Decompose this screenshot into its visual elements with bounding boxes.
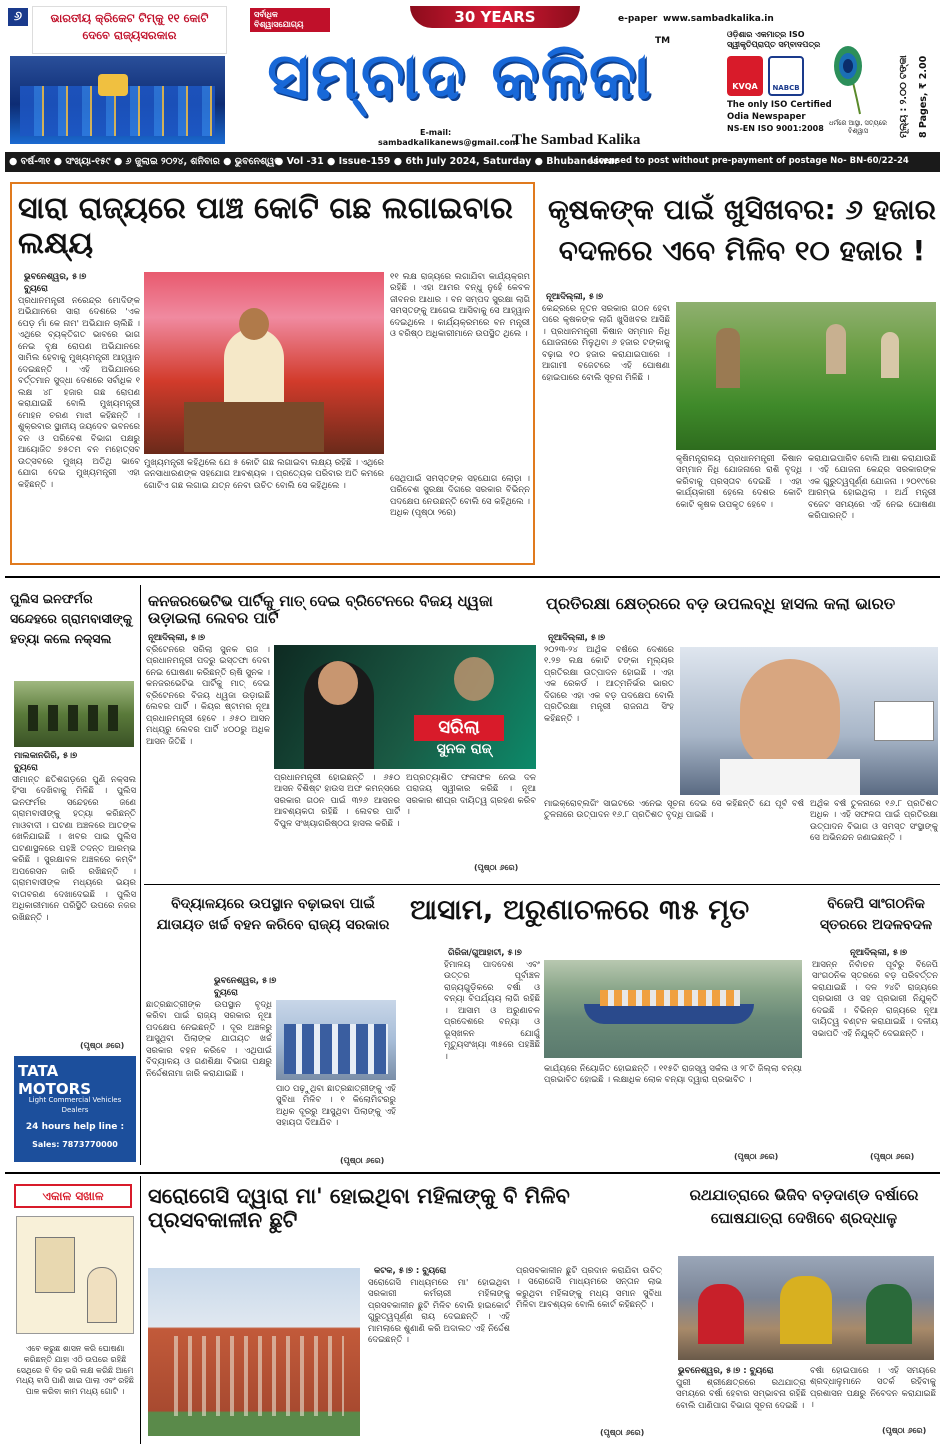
story-byline: ବ୍ୟୁରୋ [214, 988, 238, 998]
story-body: ବ୍ରିଟେନରେ ସରିଲା ସୁନକ ରାଜ । ପ୍ରଧାନମନ୍ତ୍ରୀ ପଦରୁ ଇସ୍ତଫା ଦେବା ନେଇ ଘୋଷଣା କରିଛନ୍ତି ଋଷି ସୁନକ । କନଜରଭେଟିଭ ପାର୍ଟିକୁ ମାତ୍ ଦେଇ ବ୍ରିଟେନରେ ବିଜୟ ଧ୍ୱଜା ଉଡ଼ାଇଛି ଲେବର ପାର୍ଟି । କିୟର ଷ୍ଟାମର ନୂଆ ପ୍ରଧାନମନ୍ତ୍ରୀ ହେବେ । ୬୫୦ ଆସନ ମଧ୍ୟରୁ ଲେବର ପାର୍ଟି ୪୦୦ରୁ ଅଧିକ ଆସନ ଜିତିଛି । [146, 645, 270, 747]
story-rathyatra [668, 1180, 940, 1442]
story-body-2: କାର୍ଯ୍ୟରେ ନିୟୋଜିତ ହୋଇଛନ୍ତି । ୧୧୫ଟି ରାଜସ୍ୱ ସର୍କଲ ଓ ୨୮ଟି ଜିଲ୍ଲା ବନ୍ୟା ପ୍ରଭାବିତ ହୋଇଛି । ଲକ୍ଷାଧିକ ଲୋକ ବନ୍ୟା ଦ୍ୱାରା ପ୍ରଭାବିତ । [544, 1064, 802, 1086]
section-divider [5, 1172, 940, 1174]
paddy-field-photo [676, 302, 936, 450]
story-body: ସୀମାନ୍ତ ଛତିଶଗଡ଼ରେ ପୁଣି ନକ୍ସଲ ହିଂସା ଦେଖିବାକୁ ମିଳିଛି । ପୁଲିସ ଇନଫର୍ମର ସନ୍ଦେହରେ ଜଣେ ଗ୍ରାମବାସୀଙ୍କୁ ହତ୍ୟା କରିଛନ୍ତି ମାଓବାଦୀ । ଘଟଣା ଅଞ୍ଚଳରେ ଆତଙ୍କ ଖେଳିଯାଇଛି । ଖବର ପାଇ ପୁଲିସ ଘଟଣାସ୍ଥଳରେ ପହଞ୍ଚି ତଦନ୍ତ ଆରମ୍ଭ କରିଛି । ସୁରକ୍ଷାବଳ ଅଞ୍ଚଳରେ କମ୍ବିଂ ଅପରେସନ ଜାରି ରଖିଛନ୍ତି । ଗ୍ରାମବାସୀଙ୍କ ମଧ୍ୟରେ ଭୟର ବାତାବରଣ ଦେଖାଦେଇଛି । ପୁଲିସ ଅଧିକାରୀମାନେ ପରିସ୍ଥିତି ଉପରେ ନଜର ରଖିଛନ୍ତି । [12, 775, 136, 923]
story-body-2: ପ୍ରସବକାଳୀନ ଛୁଟି ପ୍ରଦାନ କରାଯିବା ଉଚିତ୍ । ସରୋଗେସି ମାଧ୍ୟମରେ ସନ୍ତାନ ଲାଭ କରୁଥିବା ମହିଳାଙ୍କୁ ମଧ୍ୟ ସମାନ ସୁବିଧା ମିଳିବା ଆବଶ୍ୟକ ବୋଲି କୋର୍ଟ କହିଛନ୍ତି । [516, 1266, 662, 1311]
story-trees [10, 182, 535, 565]
cartoon-caption: ଏବେ କରୁଛ ଶାସନ କରି ଘୋଷଣା କରିଛନ୍ତି ଯାହା ଏଠି ଉପରେ ରହିଛି ସେଥିରେ ବି ଦିହ ଭରି ଲକ୍ଷ କରିଛି ଆମେ ମଧ୍ୟ ବାସି ପାଣି ଖାଇ ପାଲା ଏବଂ ରହିଛି ପାଳ କରିବା କାମ ମଧ୍ୟ ଗୋଟି । [16, 1344, 134, 1397]
story-headline: କୃଷକଙ୍କ ପାଇଁ ଖୁସିଖବର: ୬ ହଜାର ବଦଳରେ ଏବେ ମିଳିବ ୧୦ ହଜାର ! [547, 193, 937, 267]
continued-marker: (ପୃଷ୍ଠା ୬ରେ) [80, 1041, 125, 1050]
continued-marker: (ପୃଷ୍ଠା ୬ରେ) [882, 1426, 927, 1435]
price: ମୂଲ୍ୟ : ୨.୦୦ ଟଙ୍କା [898, 55, 909, 138]
story-headline: ବିଜେପି ସାଂଗଠନିକ ସ୍ତରରେ ଅଦଳବଦଳ [819, 896, 933, 933]
continued-marker: (ପୃଷ୍ଠା ୬ରେ) [600, 1428, 645, 1437]
section-divider [5, 576, 940, 578]
column-divider [140, 585, 141, 1165]
english-title: The Sambad Kalika [512, 132, 641, 148]
naxal-photo [14, 681, 134, 747]
story-police [10, 585, 138, 1055]
story-headline: ବିଦ୍ୟାଳୟରେ ଉପସ୍ଥାନ ବଢ଼ାଇବା ପାଇଁ ଯାତାୟତ ଖର୍ଚ୍ଚ ବହନ କରିବେ ରାଜ୍ୟ ସରକାର [156, 896, 390, 933]
tata-motors-ad [14, 1056, 136, 1162]
rajnath-photo [680, 647, 938, 795]
kvqa-logo: KVQA [727, 56, 763, 96]
story-body-2: କୃଷିମନ୍ତ୍ରାଳୟ ପ୍ରଧାନମନ୍ତ୍ରୀ କିଷାନ ସମ୍ମାନ ନିଧି ଯୋଜନାରେ ରାଶି ବୃଦ୍ଧି କରିବାକୁ ପ୍ରସ୍ତାବ ଦେଇଛି । ଏହା କାର୍ଯ୍ୟକାରୀ ହେଲେ ଦେଶର କୋଟି କୋଟି କୃଷକ ଉପକୃତ ହେବେ । [676, 454, 802, 510]
story-byline: ବ୍ୟୁରୋ [14, 763, 38, 773]
students-photo [276, 1000, 396, 1080]
email: sambadkalikanews@gmail.com [378, 138, 519, 147]
story-maternity [144, 1180, 664, 1442]
tata-line3: 24 hours help line : [25, 1122, 125, 1132]
story-body-3: ଅପ୍ରତ୍ୟାଶିତ ଫଳାଫଳ ନେଇ ଦଳ ପରାଜୟ ସ୍ୱୀକାର କରିଛି । ନୂଆ ସରକାର ଶୀଘ୍ର ଦାୟିତ୍ୱ ଗ୍ରହଣ କରିବ । [406, 773, 536, 818]
story-dateline: ଭୁବନେଶ୍ୱର, ୫।୭ : ବ୍ୟୁରୋ [678, 1366, 774, 1376]
iso-line3: NS-EN ISO 9001:2008 [727, 124, 824, 133]
cartoon-title: ଏକାଳ ସଖାଳ [14, 1184, 132, 1208]
continued-marker: (ପୃଷ୍ଠା ୬ରେ) [474, 863, 519, 872]
promo-headline: ଭାରତୀୟ କ୍ରିକେଟ ଟିମ୍‌କୁ ୧୧ କୋଟି ଦେବେ ରାଜ୍ୟସରକାର [32, 6, 227, 54]
continued-marker: (ପୃଷ୍ଠା ୬ରେ) [870, 1152, 915, 1161]
nabcb-logo: NABCB [768, 56, 804, 96]
story-dateline: ମାଲକାନଗିରି, ୫।୭ [14, 751, 78, 761]
cricket-team-photo [10, 56, 225, 144]
cm-speech-photo [144, 272, 384, 454]
story-dateline: ଭୁବନେଶ୍ୱର, ୫।୭ [214, 976, 277, 986]
story-byline: ବ୍ୟୁରୋ [24, 284, 48, 294]
story-body-2: ପ୍ରଧାନମନ୍ତ୍ରୀ ହୋଇଛନ୍ତି । ୬୫୦ ଆସନ ବିଶିଷ୍ଟ ହାଉସ ଅଫ କମନ୍ସରେ ସରକାର ଗଠନ ପାଇଁ ୩୨୬ ଆସନର ଆବଶ୍ୟକତା ରହିଛି । ଲେବର ପାର୍ଟି ବିପୁଳ ସଂଖ୍ୟାଗରିଷ୍ଠତା ହାସଲ କରିଛି । [274, 773, 400, 829]
page-count: 8 Pages, ₹ 2.00 [918, 55, 929, 138]
story-body: ପ୍ରଧାନମନ୍ତ୍ରୀ ନରେନ୍ଦ୍ର ମୋଦିଙ୍କ ଅଭିଯାନରେ ସାରା ଦେଶରେ 'ଏକ ପେଡ଼ ମାଁ କେ ନାମ' ଅଭିଯାନ ଚାଲିଛି । ଏଥିରେ ବ୍ୟକ୍ତିଗତ ଭାବରେ ଭାଗ ନେଇ ବୃକ୍ଷ ରୋପଣ ଅଭିଯାନରେ ସାମିଲ ହେବାକୁ ମୁଖ୍ୟମନ୍ତ୍ରୀ ଆହ୍ୱାନ ଦେଇଛନ୍ତି । ଏହି ଅଭିଯାନରେ ବର୍ତ୍ତମାନ ସୁଦ୍ଧା ଦେଶରେ ସର୍ବାଧିକ ୧ ଲକ୍ଷ ୪୮ ହଜାର ଗଛ ରୋପଣ କରାଯାଇଛି ବୋଲି ମୁଖ୍ୟମନ୍ତ୍ରୀ ମୋହନ ଚରଣ ମାଝୀ କହିଛନ୍ତି । ଶୁକ୍ରବାର ସ୍ଥାନୀୟ ଜୟଦେବ ଭବନରେ ବନ ଓ ପରିବେଶ ବିଭାଗ ପକ୍ଷରୁ ଆୟୋଜିତ ୭୫ତମ ବନ ମହୋତ୍ସବ ଉତ୍ସବରେ ମୁଖ୍ୟ ଅତିଥି ଭାବେ ଯୋଗ ଦେଇ ମୁଖ୍ୟମନ୍ତ୍ରୀ ଏହା କହିଛନ୍ତି । [18, 296, 140, 490]
tagline: ସର୍ବାଧିକ ବିଶ୍ୱାସଯୋଗ୍ୟ ସମ୍ବାଦପତ୍ର [250, 8, 330, 32]
story-body-2: ବର୍ଷା ହୋଇପାରେ । ଏହି ସମୟରେ ଶ୍ରଦ୍ଧାଳୁମାନେ ସତର୍କ ରହିବାକୁ ପ୍ରଶାସନ ପକ୍ଷରୁ ନିବେଦନ କରାଯାଇଛି । [810, 1366, 936, 1411]
story-farmers [540, 182, 940, 565]
story-body-2: ମାଇକ୍ରୋବ୍ଲଗିଂ ସାଇଟରେ ଏନେଇ ସୂଚନା ଦେଇ ସେ କହିଛନ୍ତି ଯେ ପୂର୍ବ ବର୍ଷ ତୁଳନାରେ ଉତ୍ପାଦନ ୧୬.୮ ପ୍ରତିଶତ ବୃଦ୍ଧି ପାଇଛି । [544, 799, 804, 821]
story-dateline: ନୂଆଦିଲ୍ଲୀ, ୫।୭ [546, 292, 604, 302]
story-bjp [810, 888, 940, 1168]
story-dateline: ଗିରିଜା/ଗୁଆହାଟୀ, ୫।୭ [448, 948, 522, 958]
story-defence [542, 585, 940, 880]
story-body: ୨୦୨୩-୨୪ ଆର୍ଥିକ ବର୍ଷରେ ଦେଶରେ ୧.୨୭ ଲକ୍ଷ କୋଟି ଟଙ୍କା ମୂଲ୍ୟର ପ୍ରତିରକ୍ଷା ଉତ୍ପାଦନ ହୋଇଛି । ଏହା ଏକ ରେକର୍ଡ । ଆତ୍ମନିର୍ଭର ଭାରତ ଦିଗରେ ଏହା ଏକ ବଡ଼ ପଦକ୍ଷେପ ବୋଲି ପ୍ରତିରକ୍ଷା ମନ୍ତ୍ରୀ ରାଜନାଥ ସିଂହ କହିଛନ୍ତି । [544, 645, 674, 724]
chariot-photo [678, 1256, 934, 1360]
peacock-caption: ଧର୍ମରେ ଆସ୍ଥା, ସତ୍ୟରେ ବିଶ୍ୱାସ [829, 119, 887, 135]
iso-odia-text: ଓଡ଼ିଶାର ଏକମାତ୍ର ISO ସ୍ୱୀକୃତିପ୍ରାପ୍ତ ସମ୍ବାଦପତ୍ର [727, 30, 821, 50]
story-assam [404, 888, 806, 1168]
story-body: ଆସନ୍ନ ନିର୍ବାଚନ ପୂର୍ବରୁ ବିଜେପି ସାଂଗଠନିକ ସ୍ତରରେ ବଡ଼ ପରିବର୍ତ୍ତନ କରାଯାଇଛି । ଦଳ ୨୪ଟି ରାଜ୍ୟରେ ପ୍ରଭାରୀ ଓ ସହ ପ୍ରଭାରୀ ନିଯୁକ୍ତି ଦେଇଛି । ବିଭିନ୍ନ ରାଜ୍ୟରେ ନୂଆ ଦାୟିତ୍ୱ ବଣ୍ଟନ କରାଯାଇଛି । ଦଳୀୟ ସଭାପତି ଏହି ନିଯୁକ୍ତି ଦେଇଛନ୍ତି । [812, 960, 938, 1039]
anniversary-banner: 30 YEARS [410, 6, 580, 28]
tata-phone: Sales: 7873770000 [32, 1140, 118, 1149]
story-labour [144, 585, 536, 880]
masthead [0, 0, 945, 150]
story-body-3: ଅର୍ଥିକ ବର୍ଷ ତୁଳନାରେ ୧୬.୮ ପ୍ରତିଶତ ଅଧିକ । ଏହି ସଫଳତା ପାଇଁ ପ୍ରତିରକ୍ଷା ଉତ୍ପାଦନ ବିଭାଗ ଓ ସମସ୍ତ ସଂସ୍ଥାଙ୍କୁ ସେ ଅଭିନନ୍ଦନ ଜଣାଇଛନ୍ତି । [810, 799, 938, 844]
story-body-2: ପାଠ ପଢ଼ୁଥିବା ଛାତ୍ରଛାତ୍ରୀଙ୍କୁ ଏହି ସୁବିଧା ମିଳିବ । ୧ କିଲୋମିଟରରୁ ଅଧିକ ଦୂରରୁ ଆସୁଥିବା ପିଲାଙ୍କୁ ଏହି ସହାୟତା ଦିଆଯିବ । [276, 1084, 396, 1129]
photo-overlay-1: ସରିଲା [414, 715, 504, 741]
page-number: ୬ [8, 8, 28, 26]
story-headline: ଆସାମ, ଅରୁଣାଚଳରେ ୩୫ ମୃତ [410, 893, 750, 926]
story-dateline: ନୂଆଦିଲ୍ଲୀ, ୫।୭ [548, 633, 606, 643]
story-dateline: ନୂଆଦିଲ୍ଲୀ, ୫।୭ [850, 948, 908, 958]
dateline-odia: ● ବର୍ଷ-୩୧ ● ସଂଖ୍ୟା-୧୫୯ ● ୬ ଜୁଲାଇ ୨୦୨୪, ଶନିବାର ● ଭୁବନେଶ୍ୱର [9, 156, 282, 167]
story-body: ହିମାଳୟ ପାଦଦେଶ ଏବଂ ଉତ୍ତର ପୂର୍ବାଞ୍ଚଳ ରାଜ୍ୟଗୁଡ଼ିକରେ ବର୍ଷା ଓ ବନ୍ୟା ବିପର୍ଯ୍ୟୟ ଲାଗି ରହିଛି । ଆସାମ ଓ ଅରୁଣାଚଳ ପ୍ରଦେଶରେ ବନ୍ୟା ଓ ଭୂସ୍ଖଳନ ଯୋଗୁଁ ମୃତ୍ୟୁସଂଖ୍ୟା ୩୫ରେ ପହଞ୍ଚିଛି । [444, 960, 540, 1062]
story-headline: କନଜରଭେଟିଭ ପାର୍ଟିକୁ ମାତ୍ ଦେଇ ବ୍ରିଟେନରେ ବିଜୟ ଧ୍ୱଜା ଉଡ଼ାଇଲା ଲେବର ପାର୍ଟି [148, 592, 493, 628]
postal-license: Licensed to post without pre-payment of postage No- BN-60/22-24 [590, 156, 909, 166]
sunak-photo [274, 645, 536, 769]
story-dateline: କଟକ, ୫।୭ : ବ୍ୟୁରୋ [374, 1266, 447, 1276]
email-label: E-mail: [420, 128, 452, 137]
dateline-bar [5, 152, 940, 172]
story-headline: ସାରା ରାଜ୍ୟରେ ପାଞ୍ଚ କୋଟି ଗଛ ଲଗାଇବାର ଲକ୍ଷ୍ୟ [18, 191, 513, 261]
flood-photo [544, 960, 802, 1058]
story-headline: ପ୍ରତିରକ୍ଷା କ୍ଷେତ୍ରରେ ବଡ଼ ଉପଲବ୍ଧି ହାସଲ କଲା ଭାରତ [546, 594, 896, 613]
story-body-4: ସେଥିପାଇଁ ସମସ୍ତଙ୍କ ସହଯୋଗ ଲୋଡ଼ା । ପରିବେଶ ସୁରକ୍ଷା ଦିଗରେ ସରକାର ବିଭିନ୍ନ ପଦକ୍ଷେପ ନେଉଛନ୍ତି ବୋଲି ସେ କହିଥିଲେ । ଅଧିକ (ପୃଷ୍ଠା ୨ରେ) [390, 474, 530, 519]
epaper-label: e-paper [618, 14, 658, 24]
website: www.sambadkalika.in [663, 14, 774, 24]
story-body-2: ମୁଖ୍ୟମନ୍ତ୍ରୀ କହିଥିଲେ ଯେ ୫ କୋଟି ଗଛ ଲଗାଇବା ଲକ୍ଷ୍ୟ ରହିଛି । ଏଥିରେ ଜନସାଧାରଣଙ୍କ ସହଯୋଗ ଆବଶ୍ୟକ । ପ୍ରତ୍ୟେକ ପରିବାର ଅତି କମରେ ଗୋଟିଏ ଗଛ ଲଗାଇ ଯତ୍ନ ନେବା ଉଚିତ ବୋଲି ସେ କହିଥିଲେ । [144, 458, 384, 491]
continued-marker: (ପୃଷ୍ଠା ୬ରେ) [734, 1152, 779, 1161]
section-divider [144, 884, 940, 885]
story-headline: ରଥଯାତ୍ରାରେ ଭିଜିବ ବଡ଼ଦାଣ୍ଡ ବର୍ଷାରେ ଘୋଷଯାତ୍ରା ଦେଖିବେ ଶ୍ରଦ୍ଧାଳୁ [689, 1186, 919, 1228]
dateline-english: ● Vol -31 ● Issue-159 ● 6th July 2024, Saturday ● Bhubaneswar [275, 156, 619, 167]
masthead-title: ସମ୍ବାଦ କଳିକା [267, 40, 653, 114]
story-body: ସରୋଗେସି ମାଧ୍ୟମରେ ମା' ହୋଇଥିବା ସରକାରୀ କର୍ମଚାରୀ ମହିଳାଙ୍କୁ ପ୍ରସବକାଳୀନ ଛୁଟି ମିଳିବ ବୋଲି ହାଇକୋର୍ଟ ଗୁରୁତ୍ୱପୂର୍ଣ୍ଣ ରାୟ ଦେଇଛନ୍ତି । ଏହି ମାମଲାରେ ଶୁଣାଣି କରି ଅଦାଲତ ଏହି ନିର୍ଦ୍ଦେଶ ଦେଇଛନ୍ତି । [368, 1278, 510, 1346]
peacock-feather-icon [832, 44, 880, 116]
hospital-photo [148, 1268, 360, 1436]
story-body: ଛାତ୍ରଛାତ୍ରୀଙ୍କ ଉପସ୍ଥାନ ବୃଦ୍ଧି କରିବା ପାଇଁ ରାଜ୍ୟ ସରକାର ନୂଆ ପଦକ୍ଷେପ ନେଇଛନ୍ତି । ଦୂର ଅଞ୍ଚଳରୁ ଆସୁଥିବା ପିଲାଙ୍କ ଯାତାୟତ ଖର୍ଚ୍ଚ ସରକାର ବହନ କରିବେ । ଏଥିପାଇଁ ବିଦ୍ୟାଳୟ ଓ ଗଣଶିକ୍ଷା ବିଭାଗ ପକ୍ଷରୁ ନିର୍ଦ୍ଦେଶନାମା ଜାରି କରାଯାଇଛି । [146, 1000, 272, 1079]
tata-line2: Dealers [61, 1106, 89, 1114]
column-divider [140, 1176, 141, 1444]
tata-line1: Light Commercial Vehicles [28, 1096, 122, 1104]
story-headline: ପୁଲିସ ଇନଫର୍ମର ସନ୍ଦେହରେ ଗ୍ରାମବାସୀଙ୍କୁ ହତ୍ୟା କଲେ ନକ୍ସଲ [10, 591, 132, 646]
photo-overlay-2: ସୁନକ ରାଜ୍ [436, 741, 492, 757]
story-body-3: ୧୧ ଲକ୍ଷ ରାଜ୍ୟରେ ଲଗାଯିବା କାର୍ଯ୍ୟକ୍ରମ ରହିଛି । ଏହା ଆମର ବନ୍ଧୁ ନୁହେଁ କେବଳ ଜୀବନର ଆଧାର । ବନ ସମ୍ପଦ ସୁରକ୍ଷା ଲାଗି ସମସ୍ତଙ୍କୁ ଆଗେଇ ଆସିବାକୁ ସେ ଆହ୍ୱାନ ଦେଇଥିଲେ । କାର୍ଯ୍ୟକ୍ରମରେ ବନ ମନ୍ତ୍ରୀ ଓ ବରିଷ୍ଠ ଅଧିକାରୀମାନେ ଉପସ୍ଥିତ ଥିଲେ । [390, 272, 530, 340]
iso-line1: The only ISO Certified [727, 100, 832, 110]
story-headline: ସରୋଗେସି ଦ୍ୱାରା ମା' ହୋଇଥିବା ମହିଳାଙ୍କୁ ବି ମିଳିବ ପ୍ରସବକାଳୀନ ଛୁଟି [148, 1184, 570, 1233]
cartoon-box [10, 1180, 140, 1442]
cartoon-illustration [16, 1216, 134, 1334]
story-dateline: ଭୁବନେଶ୍ୱର, ୫।୭ [24, 272, 87, 282]
story-body-3: କରାଯାଇପାରିବ ବୋଲି ଆଶା କରାଯାଉଛି । ଏହି ଯୋଜନା କେନ୍ଦ୍ର ସରକାରଙ୍କ ଏକ ଗୁରୁତ୍ୱପୂର୍ଣ୍ଣ ଯୋଜନା । ୨୦୧୯ରେ ଆରମ୍ଭ ହୋଇଥିଲା । ଅର୍ଥ ମନ୍ତ୍ରୀ ବଜେଟ ସମୟରେ ଏହି ନେଇ ଘୋଷଣା କରିପାରନ୍ତି । [808, 454, 936, 522]
story-dateline: ନୂଆଦିଲ୍ଲୀ, ୫।୭ [148, 633, 206, 643]
tata-brand: TATA MOTORS [18, 1062, 92, 1098]
story-school [144, 888, 400, 1168]
continued-marker: (ପୃଷ୍ଠା ୬ରେ) [340, 1156, 385, 1165]
story-body: କେନ୍ଦ୍ରରେ ନୂତନ ସରକାର ଗଠନ ହେବା ପରେ କୃଷକଙ୍କ ଲାଗି ଖୁସିଖବର ଆସିଛି । ପ୍ରଧାନମନ୍ତ୍ରୀ କିଷାନ ସମ୍ମାନ ନିଧି ଯୋଜନାରେ ମିଳୁଥିବା ୬ ହଜାର ଟଙ୍କାକୁ ବଢ଼ାଇ ୧୦ ହଜାର କରାଯାଇପାରେ । ଆଗାମୀ ବଜେଟରେ ଏହି ଘୋଷଣା ହୋଇପାରେ ବୋଲି ସୂଚନା ମିଳିଛି । [542, 304, 670, 383]
iso-line2: Odia Newspaper [727, 112, 806, 122]
trademark: TM [655, 36, 671, 46]
story-body: ପୁରୀ ଶ୍ରୀକ୍ଷେତ୍ରରେ ରଥଯାତ୍ରା ସମୟରେ ବର୍ଷା ହେବାର ସମ୍ଭାବନା ରହିଛି ବୋଲି ପାଣିପାଗ ବିଭାଗ ସୂଚନା ଦେଇଛି । [676, 1378, 806, 1411]
